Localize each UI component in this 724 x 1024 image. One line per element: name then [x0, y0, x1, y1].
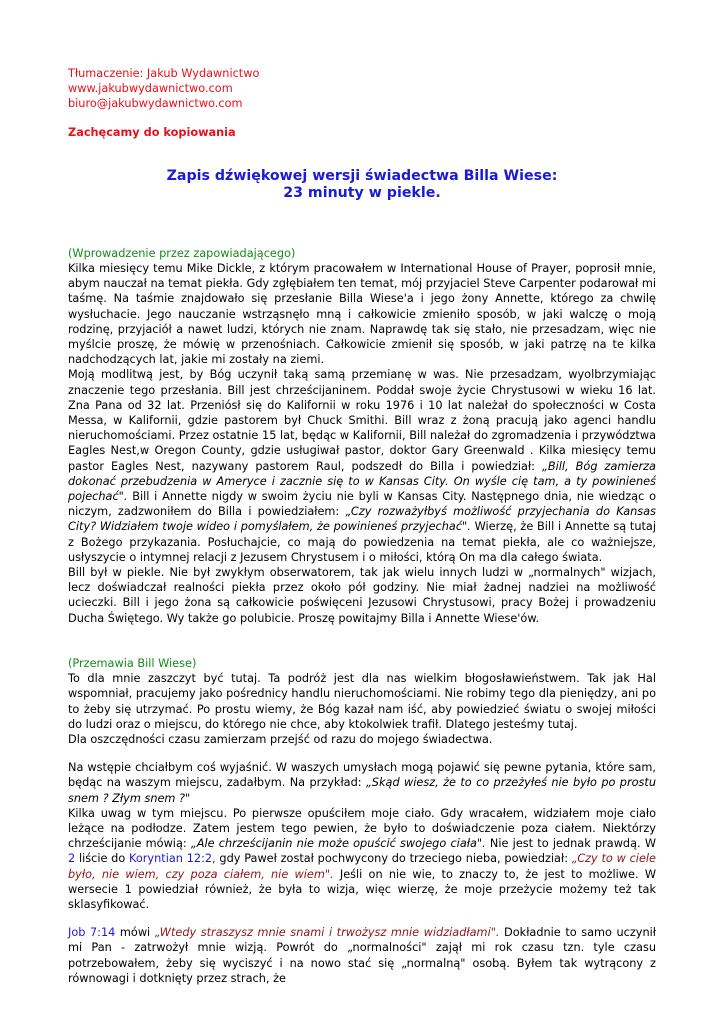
- translator-line: Tłumaczenie: Jakub Wydawnictwo: [68, 67, 260, 80]
- intro-paragraph-3: Bill był w piekle. Nie był zwykłym obserwatorem, tak jak wielu innych ludzi w „normalnych" wizjach, lecz doświadczał realności piekła przez około pół godziny. Nie miał żadnej nadziei na możliwość ucieczki. Bill i jego żona są całkowicie poświęceni Jezusowi Chrystusowi, pracy Bożej i prowadzeniu Ducha Świętego. Wy także go polubicie. Proszę powitajmy Billa i Annette Wiese'ów.: [68, 566, 656, 625]
- email-link[interactable]: biuro@jakubwydawnictwo.com: [68, 97, 243, 111]
- spacer: [68, 626, 656, 656]
- bill-heading: (Przemawia Bill Wiese): [68, 656, 197, 670]
- bill-paragraph-4: Kilka uwag w tym miejscu. Po pierwsze opuściłem moje ciało. Gdy wracałem, widziałem moje ciało leżące na podłodze. Zatem jestem tego pewien, że było to doświadczenie poza ciałem. Niektórzy chrześcijanie mówią: „Ale chrześcijanin nie może opuścić swojego ciała". Nie jest to jednak prawdą. W 2 liście do Koryntian 12:2, gdy Paweł został pochwycony do trzeciego nieba, powiedział: „Czy to w ciele było, nie wiem, czy poza ciałem, nie wiem". Jeśli on nie wie, to znaczy to, że jest to możliwe. W wersecie 1 powiedział również, że była to wizja, więc wierzę, że moje przeżycie możemy też tak sklasyfikować.: [68, 806, 656, 911]
- document-title-line2: 23 minuty w piekle.: [283, 184, 441, 201]
- quote-christian: „Ale chrześcijanin nie może opuścić swojego ciała".: [190, 837, 486, 851]
- bill-paragraph-5: Job 7:14 mówi „Wtedy straszysz mnie snami i trwożysz mnie widziadłami". Dokładnie to samo uczynił mi Pan - zatrwożył mnie wizją. Powrót do „normalności" zajął mi rok czasu tzn. tyle czasu potrzebowałem, żeby się wyciszyć i na nowo stać się „normalną" osobą. Byłem tak wytrącony z równowagi i dotknięty przez strach, że: [68, 926, 656, 985]
- spacer: [68, 140, 656, 168]
- bible-ref-corinthians[interactable]: Koryntian 12:2,: [129, 852, 216, 866]
- document-page: [68, 66, 656, 986]
- bible-ref-job[interactable]: Job 7:14: [68, 926, 116, 940]
- bible-ref-number[interactable]: 2: [68, 852, 76, 866]
- spacer: [68, 747, 656, 760]
- spacer: [68, 202, 656, 246]
- intro-paragraph-2: Moją modlitwą jest, by Bóg uczynił taką samą przemianę w was. Nie przesadzam, wyolbrzymiając znaczenie tego przesłania. Bill jest chrześcijaninem. Poddał swoje życie Chrystusowi w wieku 16 lat. Zna Pana od 32 lat. Przeniósł się do Kalifornii w roku 1976 i 10 lat należał do społeczności w Costa Messa, w Kalifornii, gdzie pastorem był Chuck Smithi. Bill wraz z żoną pracują jako agenci handlu nieruchomościami. Przez ostatnie 15 lat, będąc w Kalifornii, Bill należał do zgromadzenia i przywództwa Eagles Nest,w Oregon County, gdzie usługiwał pastor, doktor Gary Greenwald . Kilka miesięcy temu pastor Eagles Nest, nazywany pastorem Raul, podszedł do Billa i powiedział: „Bill, Bóg zamierza dokonać przebudzenia w Ameryce i zacznie się to w Kansas City. On wyśle cię tam, a ty powinieneś pojechać". Bill i Annette nigdy w swoim życiu nie byli w Kansas City. Następnego dnia, nie wiedząc o niczym, zadzwoniłem do Billa i powiedziałem: „Czy rozważyłbyś możliwość przyjechania do Kansas City? Widziałem twoje wideo i pomyślałem, że powinieneś przyjechać". Wierzę, że Bill i Annette są tutaj z Bożego przykazania. Posłuchajcie, co mają do powiedzenia na temat piekła, ale co ważniejsze, usłyszycie o intymnej relacji z Jezusem Chrystusem i o miłości, którą On ma dla całego świata.: [68, 368, 656, 564]
- quote-paul: „Czy to w ciele było, nie wiem, czy poza ciałem, nie wiem".: [68, 852, 656, 881]
- spacer: [68, 912, 656, 925]
- bill-paragraph-2: Dla oszczędności czasu zamierzam przejść od razu do mojego świadectwa.: [68, 732, 493, 746]
- quote-invitation: „Czy rozważyłbyś możliwość przyjechania do Kansas City? Widziałem twoje wideo i pomyślałem, że powinieneś przyjechać".: [68, 505, 656, 534]
- document-title-line1: Zapis dźwiękowej wersji świadectwa Billa Wiese:: [166, 167, 558, 184]
- quote-question: „Skąd wiesz, że to co przeżyłeś nie było po prostu snem ? Złym snem ?": [68, 776, 656, 805]
- website-link[interactable]: www.jakubwydawnictwo.com: [68, 82, 233, 96]
- intro-heading: (Wprowadzenie przez zapowiadającego): [68, 246, 296, 260]
- quote-job: „Wtedy straszysz mnie snami i trwożysz mnie widziadłami".: [154, 926, 500, 940]
- bill-paragraph-1: To dla mnie zaszczyt być tutaj. Ta podróż jest dla nas wielkim błogosławieństwem. Tak jak Hal wspomniał, pracujemy jako pośrednicy handlu nieruchomościami. Nie robimy tego dla pieniędzy, ani po to żeby się utrzymać. Po prostu wiemy, że Bóg kazał nam iść, aby powiedzieć światu o swojej miłości do ludzi oraz o miejscu, do którego nie chce, aby ktokolwiek trafił. Dlatego jesteśmy tutaj.: [68, 672, 656, 731]
- bill-paragraph-3: Na wstępie chciałbym coś wyjaśnić. W waszych umysłach mogą pojawić się pewne pytania, które sam, będąc na waszym miejscu, zadałbym. Na przykład: „Skąd wiesz, że to co przeżyłeś nie było po prostu snem ? Złym snem ?": [68, 761, 656, 805]
- spacer: [68, 112, 656, 125]
- copy-note: Zachęcamy do kopiowania: [68, 125, 236, 139]
- quote-pastor-raul: „Bill, Bóg zamierza dokonać przebudzenia w Ameryce i zacznie się to w Kansas City. On wyśle cię tam, a ty powinieneś pojechać".: [68, 459, 656, 504]
- intro-paragraph-1: Kilka miesięcy temu Mike Dickle, z którym pracowałem w International House of Prayer, poprosił mnie, abym nauczał na temat piekła. Gdy zgłębiałem ten temat, mój przyjaciel Steve Carpenter podarował mi taśmę. Na taśmie znajdowało się przesłanie Billa Wiese'a i jego żony Annette, którego za chwilę wysłuchacie. Jego nauczanie wstrząsnęło mną i całkowicie zmieniło sposób, w jaki walczę o moją rodzinę, przyjaciół a nawet ludzi, których nie znam. Naprawdę tak się stało, nie przesadzam, więc nie myślcie proszę, że mówię w przenośniach. Całkowicie zmienił się sposób, w jaki patrzę na te kilka nadchodzących lat, jakie mi zostały na ziemi.: [68, 262, 656, 367]
